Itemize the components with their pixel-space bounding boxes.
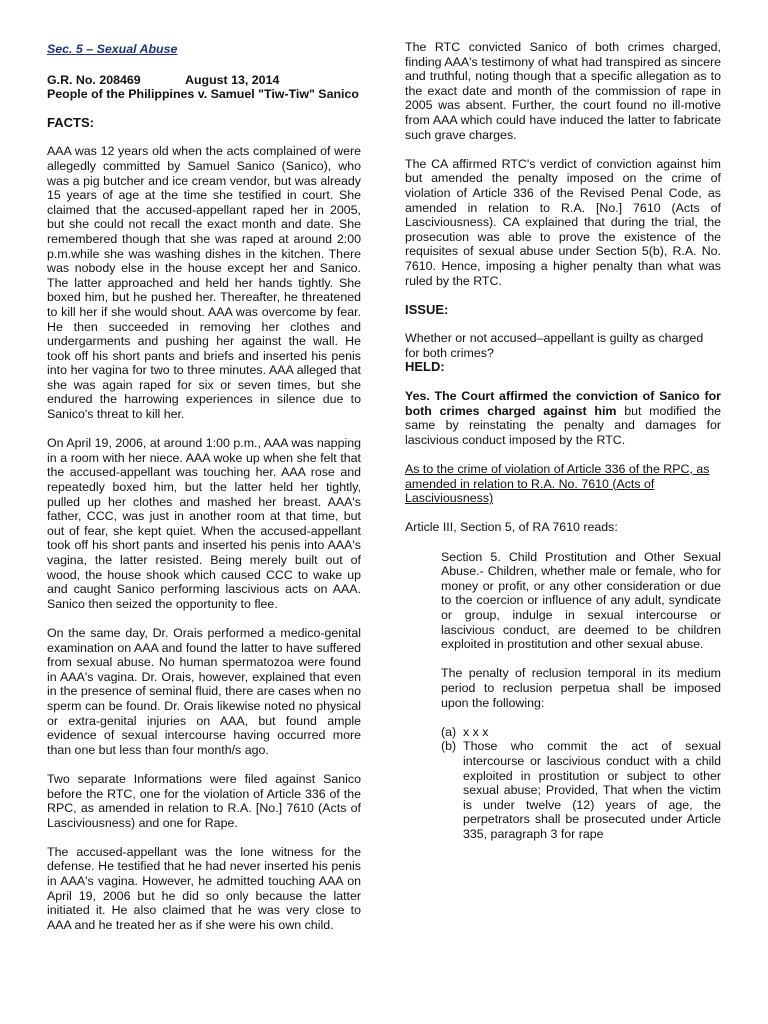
quoted-list xyxy=(441,725,721,842)
facts-paragraph-7: The CA affirmed RTC's verdict of conviction against him but amended the penalty imposed on the crime of violation of Article 336 of the Revised Penal Code, as amended in relation to R.A. [No.] 7610 (Acts of Lasciviousness). CA explained that during the trial, the prosecution was able to prove the existence of the requisites of sexual abuse under Section 5(b), R.A. No. 7610. Hence, imposing a higher penalty than what was ruled by the RTC. xyxy=(405,156,721,288)
left-column xyxy=(47,40,361,947)
right-column xyxy=(405,40,721,841)
case-number: G.R. No. 208469 xyxy=(47,72,141,87)
held-paragraph xyxy=(405,389,721,447)
section-title: Sec. 5 – Sexual Abuse xyxy=(47,42,178,56)
list-item-text: Those who commit the act of sexual intercourse or lascivious conduct with a child exploited in prostitution or subject to other sexual abuse; Provided, That when the victim is under twelve (12) years of age, the perpetrators shall be prosecuted under Article 335, paragraph 3 for rape xyxy=(463,739,721,841)
quoted-penalty: The penalty of reclusion temporal in its medium period to reclusion perpetua shall be imposed upon the following: xyxy=(441,666,721,710)
facts-paragraph-5: The accused-appellant was the lone witness for the defense. He testified that he had never inserted his penis in AAA's vagina. However, he admitted touching AAA on April 19, 2006 but he did so only because the latter initiated it. He also claimed that he was very close to AAA and he treated her as if she were his own child. xyxy=(47,844,361,932)
held-heading: HELD: xyxy=(405,359,445,375)
case-date: August 13, 2014 xyxy=(185,72,280,87)
list-item-label: (b) xyxy=(441,739,457,754)
facts-paragraph-3: On the same day, Dr. Orais performed a medico-genital examination on AAA and found the latter to have suffered from sexual abuse. No human spermatozoa were found in AAA's vagina. Dr. Orais, however, explained that even in the presence of seminal fluid, there are cases when no sperm can be found. Dr. Orais likewise noted no physical or extra-genital injuries on AAA, but found ample evidence of sexual intercourse having occurred more than one but less than four month/s ago. xyxy=(47,625,361,757)
held-subheading: As to the crime of violation of Article 336 of the RPC, as amended in relation to R.A. No. 7610 (Acts of Lasciviousness) xyxy=(405,462,710,506)
quoted-section-5: Section 5. Child Prostitution and Other Sexual Abuse.- Children, whether male or female, who for money or profit, or any other consideration or due to the coercion or influence of any adult, syndicate or group, indulge in sexual intercourse or lascivious conduct, are deemed to be children exploited in prostitution and other sexual abuse. xyxy=(441,549,721,652)
facts-paragraph-2: On April 19, 2006, at around 1:00 p.m., AAA was napping in a room with her niece. AAA woke up when she felt that the accused-appellant was touching her. AAA rose and repeatedly boxed him, but the latter held her tightly, pulled up her clothes and mashed her breast. AAA's father, CCC, was just in another room at that time, but out of fear, she kept quiet. When the accused-appellant took off his short pants and inserted his penis into AAA's vagina, the latter resisted. Being merely built out of wood, the house shook which caused CCC to wake up and caught Sanico performing lascivious acts on AAA. Sanico then seized the opportunity to flee. xyxy=(47,436,361,611)
case-title: People of the Philippines v. Samuel "Tiw-Tiw" Sanico xyxy=(47,87,359,102)
held-ruling-rest: but modified the same by reinstating the penalty and damages for lascivious conduct imposed by the RTC. xyxy=(405,403,721,447)
held-ruling: Yes. The Court affirmed the conviction of Sanico for both crimes charged against him xyxy=(405,389,721,418)
issue-heading: ISSUE: xyxy=(405,301,449,317)
article-intro: Article III, Section 5, of RA 7610 reads: xyxy=(405,520,618,535)
issue-text: Whether or not accused–appellant is guilty as charged for both crimes? xyxy=(405,331,704,360)
case-header xyxy=(47,73,361,102)
case-number-row xyxy=(47,73,361,88)
facts-paragraph-6: The RTC convicted Sanico of both crimes charged, finding AAA's testimony of what had transpired as sincere and truthful, noting though that a specific allegation as to the exact date and month of the commission of rape in 2005 was absent. Further, the court found no ill-motive from AAA which could have induced the latter to fabricate such grave charges. xyxy=(405,40,721,142)
list-item xyxy=(441,739,721,841)
facts-paragraph-1: AAA was 12 years old when the acts complained of were allegedly committed by Samuel Sanico (Sanico), who was a pig butcher and ice cream vendor, but was already 15 years of age at the time she testified in court. She claimed that the accused-appellant raped her in 2005, but she could not recall the exact month and date. She remembered though that she was raped at around 2:00 p.m.while she was washing dishes in the kitchen. There was nobody else in the house except her and Sanico. The latter approached and held her hands tightly. She boxed him, but he pushed her. Thereafter, he threatened to kill her if she would shout. AAA was overcome by fear. He then succeeded in removing her clothes and undergarments and pushing her against the wall. He took off his short pants and briefs and inserted his penis into her vagina for two to three minutes. AAA alleged that she was again raped for six or seven times, but she endured the harrowing experiences in silence due to Sanico's threat to kill her. xyxy=(47,144,361,422)
list-item-text: x x x xyxy=(463,724,489,739)
list-item-label: (a) xyxy=(441,724,457,739)
list-item xyxy=(441,725,721,740)
facts-paragraph-4: Two separate Informations were filed against Sanico before the RTC, one for the violation of Article 336 of the RPC, as amended in relation to R.A. [No.] 7610 (Acts of Lasciviousness) and one for Rape. xyxy=(47,771,361,830)
facts-heading: FACTS: xyxy=(47,114,94,130)
